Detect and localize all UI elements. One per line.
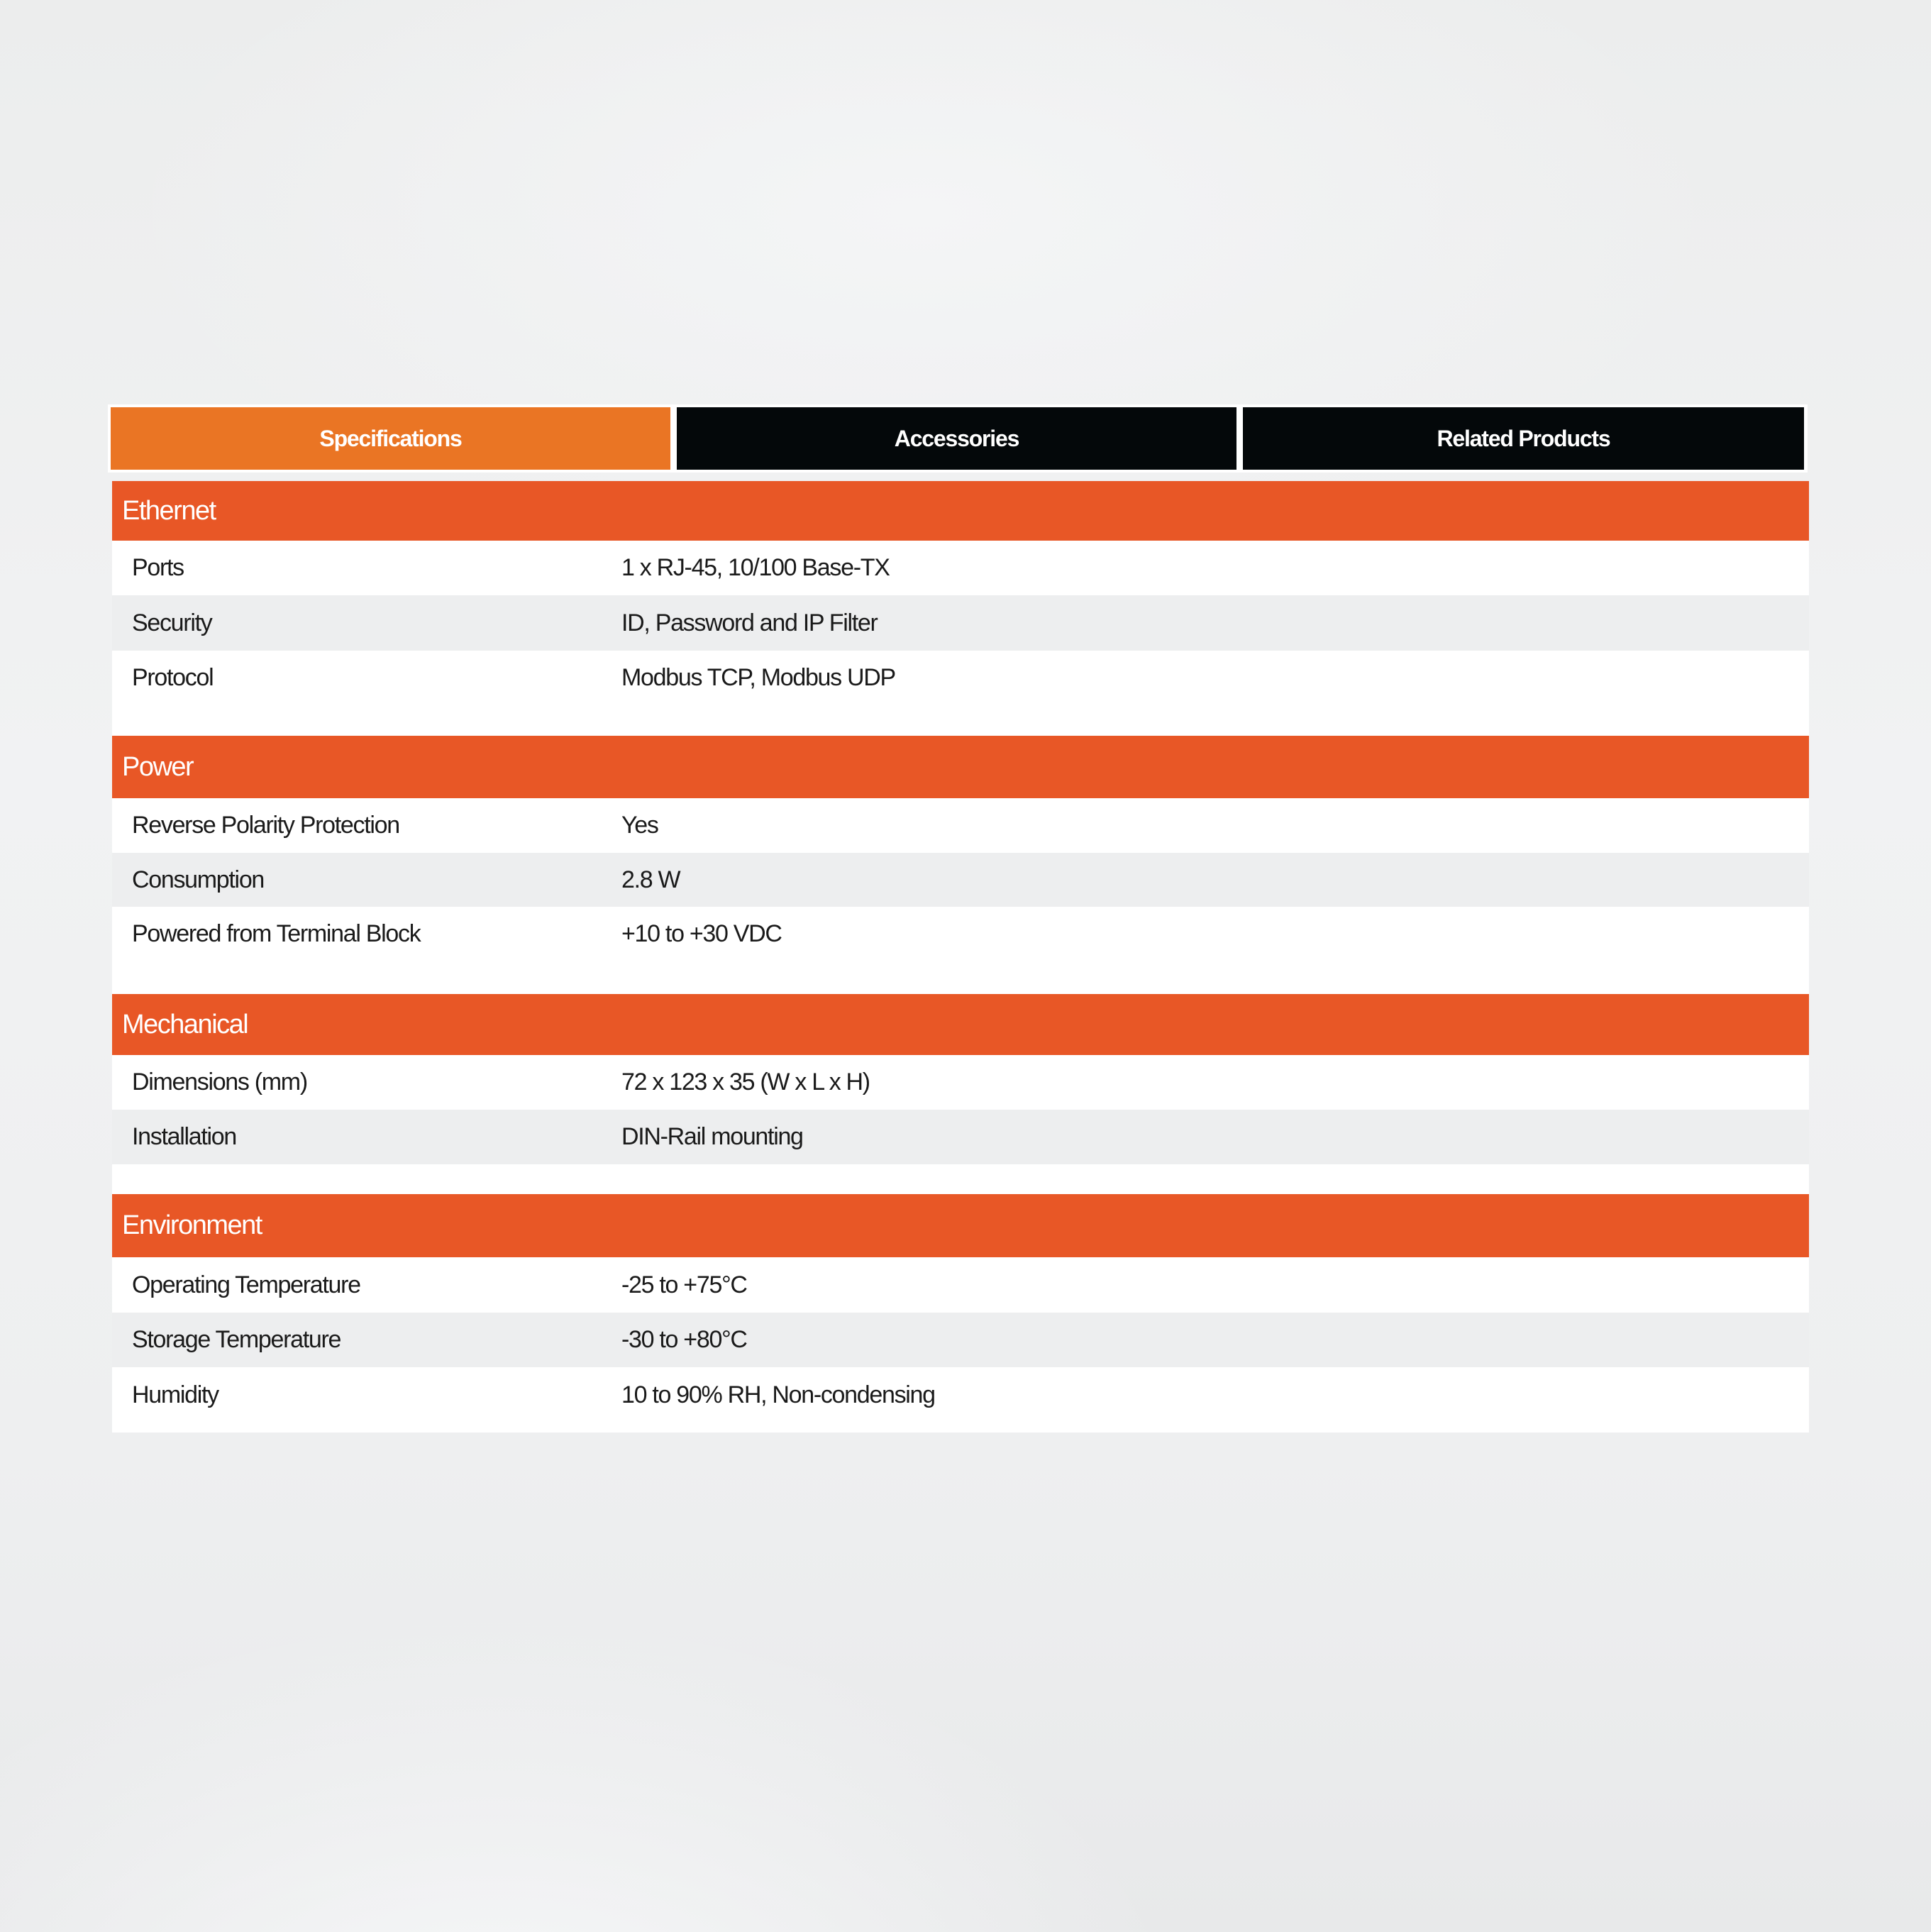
spec-label: Dimensions (mm) [132,1069,307,1095]
section-title: Mechanical [122,1009,248,1039]
tab-related-products[interactable] [1243,407,1804,470]
section-spacer [112,705,1809,736]
spec-value: 10 to 90% RH, Non-condensing [621,1381,935,1408]
section-header-mechanical [112,994,1809,1055]
table-row [112,1367,1809,1433]
spec-value: Yes [621,812,658,839]
section-title: Power [122,751,194,782]
spec-value: 1 x RJ-45, 10/100 Base-TX [621,554,890,581]
spec-label: Protocol [132,664,214,691]
spec-label: Reverse Polarity Protection [132,812,399,839]
table-row [112,907,1809,961]
spec-value: -25 to +75°C [621,1271,747,1298]
spec-value: +10 to +30 VDC [621,920,782,947]
table-row [112,595,1809,651]
section-spacer [112,1164,1809,1194]
spec-label: Ports [132,554,184,581]
spec-value: DIN-Rail mounting [621,1123,803,1150]
tab-label: Specifications [319,425,462,451]
table-row [112,1313,1809,1367]
table-row [112,853,1809,907]
spec-label: Installation [132,1123,236,1150]
spec-label: Consumption [132,866,265,893]
spec-label: Storage Temperature [132,1326,341,1353]
spec-label: Security [132,609,212,636]
section-title: Environment [122,1210,262,1240]
table-row [112,1055,1809,1110]
table-row [112,1257,1809,1313]
tab-label: Related Products [1437,425,1610,451]
section-header-power [112,736,1809,798]
section-header-environment [112,1194,1809,1257]
tab-label: Accessories [894,425,1019,451]
table-row [112,651,1809,705]
section-header-ethernet [112,481,1809,541]
table-row [112,1110,1809,1164]
spec-value: Modbus TCP, Modbus UDP [621,664,895,691]
spec-label: Humidity [132,1381,218,1408]
spec-value: 2.8 W [621,866,680,893]
specifications-table [112,481,1809,1433]
spec-label: Powered from Terminal Block [132,920,421,947]
spec-label: Operating Temperature [132,1271,360,1298]
section-spacer [112,961,1809,994]
tab-bar [108,404,1808,473]
section-title: Ethernet [122,495,216,526]
table-row [112,798,1809,853]
tab-accessories[interactable] [677,407,1236,470]
spec-value: 72 x 123 x 35 (W x L x H) [621,1069,870,1095]
table-row [112,541,1809,595]
tab-specifications[interactable] [111,407,670,470]
spec-value: ID, Password and IP Filter [621,609,878,636]
spec-value: -30 to +80°C [621,1326,747,1353]
